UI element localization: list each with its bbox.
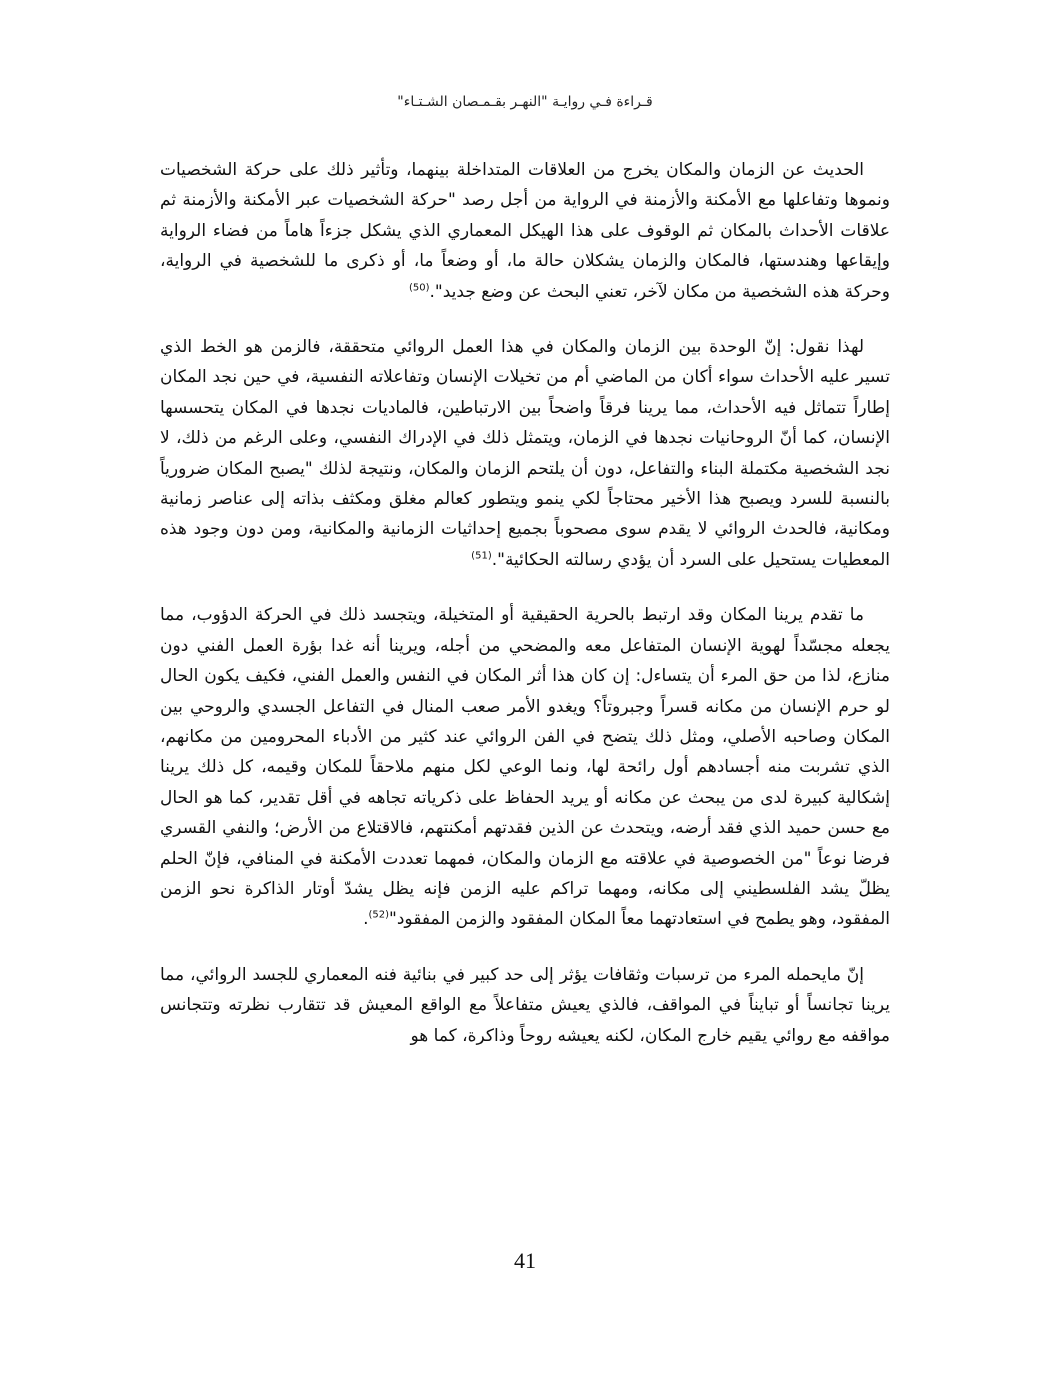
paragraph-1 <box>160 155 890 307</box>
paragraph-3 <box>160 600 890 934</box>
paragraph-4-text: إنّ مايحمله المرء من ترسبات وثقافات يؤثر إلى حد كبير في بنائية فنه المعماري للجسد الروائي، مما يرينا تجانساً أو تبايناً في المواقف، فالذي يعيش متفاعلاً مع الواقع المعيش قد تتقارب نظرته وتتجانس مواقفه مع روائي يقيم خارج المكان، لكنه يعيشه روحاً وذاكرة، كما هو <box>160 964 890 1046</box>
paragraph-1-text: الحديث عن الزمان والمكان يخرج من العلاقات المتداخلة بينهما، وتأثير ذلك على حركة الشخصيات ونموها وتفاعلها مع الأمكنة والأزمنة في الرواية من أجل رصد "حركة الشخصيات عبر الأمكنة والأزمنة ثم علاقات الأحداث بالمكان ثم الوقوف على هذا الهيكل المعماري الذي يشكل جزءاً هاماً من فضاء الرواية وإيقاعها وهندستها، فالمكان والزمان يشكلان حالة ما، أو وضعاً ما، أو ذكرى ما للشخصية في الرواية، وحركة هذه الشخصية من مكان لآخر، تعني البحث عن وضع جديد". <box>160 160 890 302</box>
paragraph-3-text: ما تقدم يرينا المكان وقد ارتبط بالحرية الحقيقية أو المتخيلة، ويتجسد ذلك في الحركة الدؤوب، مما يجعله مجسّداً لهوية الإنسان المتفاعل معه والمضحي من أجله، ويرينا أنه غدا بؤرة العمل الفني دون منازع، لذا من حق المرء أن يتساءل: إن كان هذا أثر المكان في النفس والعمل الفني، فكيف يكون الحال لو حرم الإنسان من مكانه قسراً وجبروتاً؟ ويغدو الأمر صعب المنال في التفاعل الجسدي والروحي بين المكان وصاحبه الأصلي، ومثل ذلك يتضح في الفن الروائي عند كثير من الأدباء المحرومين من مكانهم، الذي تشربت منه أجسادهم أول رائحة لها، ونما الوعي لكل منهم ملاحقاً للمكان وقيمه، كل ذلك يرينا إشكالية كبيرة لدى من يبحث عن مكانه أو يريد الحفاظ على ذكرياته تجاهه في أقل تقدير، كما هو الحال مع حسن حميد الذي فقد أرضه، ويتحدث عن الذين فقدتهم أمكنتهم، فالاقتلاع من الأرض؛ والنفي القسري فرضا نوعاً "من الخصوصية في علاقته مع الزمان والمكان، فمهما تعددت الأمكنة في المنافي، فإنّ الحلم يظلّ يشد الفلسطيني إلى مكانه، ومهما تراكم عليه الزمن فإنه يظل يشدّ أوتار الذاكرة نحو الزمن المفقود، وهو يطمح في استعادتهما معاً المكان المفقود والزمن المفقود" <box>160 605 890 930</box>
paragraph-4 <box>160 960 890 1051</box>
page-number: 41 <box>514 1248 536 1273</box>
body-text <box>160 155 890 1076</box>
paragraph-2 <box>160 332 890 575</box>
footnote-ref-51: (51) <box>471 550 492 562</box>
footnote-ref-50: (50) <box>408 281 430 293</box>
running-header: قـراءة فـي روايـة "النهـر بقـمـصان الشـتـاء" <box>397 94 653 110</box>
footnote-ref-52: (52) <box>368 909 390 921</box>
paragraph-2-text: لهذا نقول: إنّ الوحدة بين الزمان والمكان في هذا العمل الروائي متحققة، فالزمن هو الخط الذي تسير عليه الأحداث سواء أكان من الماضي أم من تخيلات الإنسان وتفاعلاته النفسية، في حين نجد المكان إطاراً تتماثل فيه الأحداث، مما يرينا فرقاً واضحاً بين الارتباطين، فالماديات نجدها في المكان يتحسسها الإنسان، كما أنّ الروحانيات نجدها في الزمان، ويتمثل ذلك في الإدراك النفسي، وعلى الرغم من ذلك، لا نجد الشخصية مكتملة البناء والتفاعل، دون أن يلتحم الزمان والمكان، ونتيجة لذلك "يصبح المكان ضرورياً بالنسبة للسرد ويصبح هذا الأخير محتاجاً لكي ينمو ويتطور كعالم مغلق ومكثف بذاته إلى عناصر زمانية ومكانية، فالحدث الروائي لا يقدم سوى مصحوباً بجميع إحداثيات الزمانية والمكانية، ومن دون وجود هذه المعطيات يستحيل على السرد أن يؤدي رسالته الحكائية". <box>160 337 890 570</box>
paragraph-3-tail: . <box>363 909 369 930</box>
